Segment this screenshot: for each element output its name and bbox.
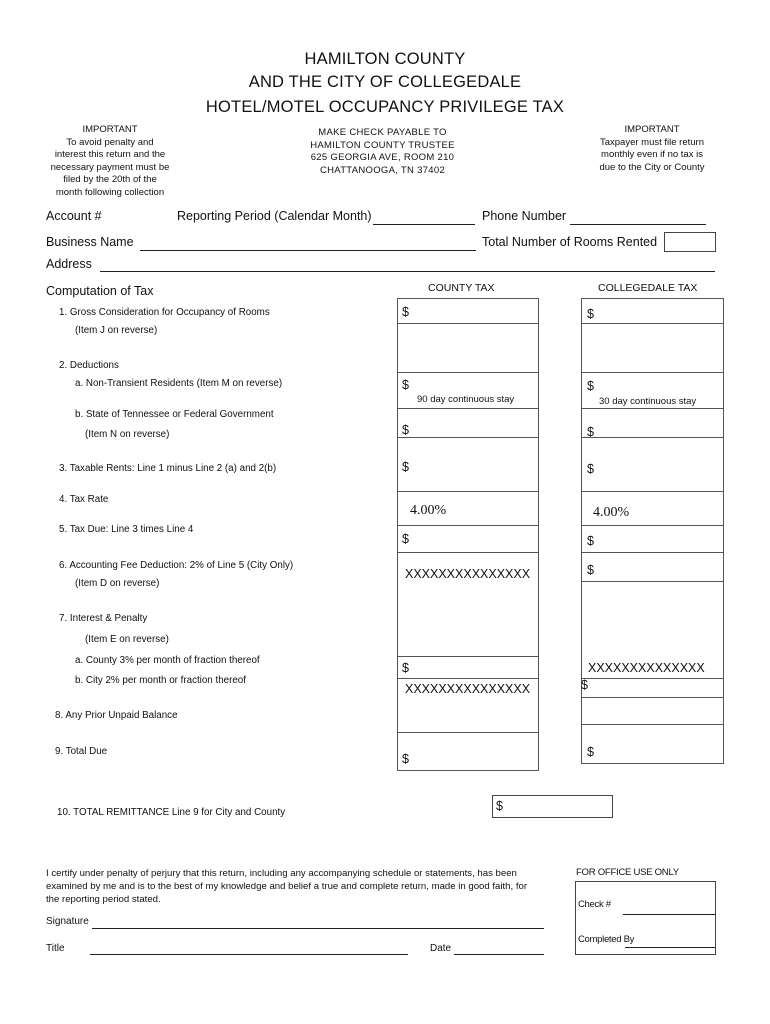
city-tax-rate: 4.00% [593,505,630,520]
signature-label: Signature [46,916,89,927]
dollar-sign: $ [581,678,588,692]
line-2b-sub: (Item N on reverse) [85,429,170,440]
county-line-2b-cell[interactable] [397,408,539,438]
notice-left-line: interest this return and the [54,149,166,160]
computation-heading: Computation of Tax [46,284,154,298]
city-line-7b-cell[interactable] [581,678,724,698]
title-line-2: AND THE CITY OF COLLEGEDALE [248,73,522,91]
line-6-label: 6. Accounting Fee Deduction: 2% of Line 5 (City Only) [59,560,294,571]
line-5-label: 5. Tax Due: Line 3 times Line 4 [59,524,194,535]
line-7-sub: (Item E on reverse) [85,634,169,645]
line-6-sub: (Item D on reverse) [75,578,160,589]
business-name-label: Business Name [46,235,134,249]
county-x-mark: XXXXXXXXXXXXXXX [405,567,531,581]
rooms-rented-field[interactable] [664,232,716,252]
city-spacer-cell [581,323,724,373]
line-7-label: 7. Interest & Penalty [59,613,148,624]
county-column-header: COUNTY TAX [428,282,495,294]
city-line-1-cell[interactable] [581,298,724,324]
county-line-7a-cell[interactable] [397,656,539,679]
notice-right-line: Taxpayer must file return [599,136,704,148]
reporting-period-label: Reporting Period (Calendar Month) [177,209,372,223]
signature-field[interactable] [92,928,544,929]
notice-left-line: month following collection [55,186,165,198]
county-tax-rate: 4.00% [410,503,447,518]
line-4-label: 4. Tax Rate [59,494,109,505]
notice-left-line: To avoid penalty and [66,136,154,148]
title-line-1: HAMILTON COUNTY [304,50,466,68]
reporting-period-field[interactable] [373,224,475,225]
dollar-sign: $ [402,460,409,474]
line-2b-label: b. State of Tennessee or Federal Government [75,409,274,420]
city-stay-note: 30 day continuous stay [599,396,697,407]
county-stay-note: 90 day continuous stay [417,394,515,405]
line-10-label: 10. TOTAL REMITTANCE Line 9 for City and County [57,807,286,818]
notice-center-line: CHATTANOOGA, TN 37402 [319,164,446,176]
line-1-sub: (Item J on reverse) [75,325,158,336]
date-label: Date [430,943,452,954]
dollar-sign: $ [587,379,594,393]
title-field[interactable] [90,954,408,955]
address-field[interactable] [100,271,715,272]
city-line-5-cell[interactable] [581,525,724,553]
city-column-header: COLLEGEDALE TAX [598,282,698,294]
completed-by-label: Completed By [578,934,635,945]
notice-right-heading: IMPORTANT [624,124,680,135]
county-line-3-cell[interactable] [397,437,539,492]
county-spacer-cell [397,323,539,373]
dollar-sign: $ [587,307,594,321]
city-line-6-cell[interactable] [581,552,724,582]
dollar-sign: $ [402,305,409,319]
title-label: Title [46,943,65,954]
dollar-sign: $ [402,752,409,766]
line-7b-label: b. City 2% per month or fraction thereof [75,675,246,686]
notice-right-line: due to the City or County [599,161,705,173]
dollar-sign: $ [402,661,409,675]
title-line-3: HOTEL/MOTEL OCCUPANCY PRIVILEGE TAX [205,98,565,116]
notice-center [290,127,475,177]
line-7a-label: a. County 3% per month of fraction thereof [75,655,260,666]
address-label: Address [46,257,92,271]
county-line-5-cell[interactable] [397,525,539,553]
business-name-field[interactable] [140,250,476,251]
dollar-sign: $ [587,534,594,548]
notice-right-line: monthly even if no tax is [601,149,703,160]
date-field[interactable] [454,954,544,955]
line-8-label: 8. Any Prior Unpaid Balance [55,710,178,721]
account-label: Account # [46,209,102,223]
city-x-mark: XXXXXXXXXXXXXX [588,661,705,675]
notice-left-heading: IMPORTANT [82,124,138,135]
certification-text [46,867,527,906]
city-line-9-cell[interactable] [581,724,724,764]
phone-label: Phone Number [482,209,567,223]
certification-line: I certify under penalty of perjury that this return, including any accompanying schedule or statements, has been [46,868,517,879]
city-line-8-cell[interactable] [581,697,724,725]
county-x-mark: XXXXXXXXXXXXXXX [405,682,531,696]
line-9-label: 9. Total Due [55,746,108,757]
total-remittance-field[interactable] [492,795,613,818]
county-line-1-cell[interactable] [397,298,539,324]
dollar-sign: $ [402,423,409,437]
notice-center-line: MAKE CHECK PAYABLE TO [318,127,447,138]
county-line-9-cell[interactable] [397,732,539,771]
notice-center-line: 625 GEORGIA AVE, ROOM 210 [310,152,455,163]
dollar-sign: $ [402,532,409,546]
dollar-sign: $ [587,462,594,476]
city-line-3-cell[interactable] [581,437,724,492]
dollar-sign: $ [402,378,409,392]
line-2a-label: a. Non-Transient Residents (Item M on reverse) [75,378,283,389]
certification-line: examined by me and is to the best of my knowledge and belief a true and complete return, made in good faith, for [46,881,528,892]
city-line-2b-cell[interactable] [581,408,724,438]
check-number-field[interactable] [623,914,715,915]
office-use-heading: FOR OFFICE USE ONLY [576,867,679,878]
completed-by-field[interactable] [625,947,715,948]
dollar-sign: $ [496,799,503,813]
line-1-label: 1. Gross Consideration for Occupancy of Rooms [59,307,270,318]
dollar-sign: $ [587,563,594,577]
phone-field[interactable] [570,224,706,225]
notice-left-line: necessary payment must be [50,161,170,173]
notice-center-line: HAMILTON COUNTY TRUSTEE [310,139,455,151]
line-2-label: 2. Deductions [59,360,119,371]
check-number-label: Check # [578,899,611,910]
dollar-sign: $ [587,425,594,439]
line-3-label: 3. Taxable Rents: Line 1 minus Line 2 (a) and 2(b) [59,463,277,474]
certification-line: the reporting period stated. [46,894,161,905]
dollar-sign: $ [587,745,594,759]
notice-left-line: filed by the 20th of the [63,174,157,185]
rooms-rented-label: Total Number of Rooms Rented [482,235,658,249]
notice-right [582,124,722,174]
notice-left [40,124,180,199]
